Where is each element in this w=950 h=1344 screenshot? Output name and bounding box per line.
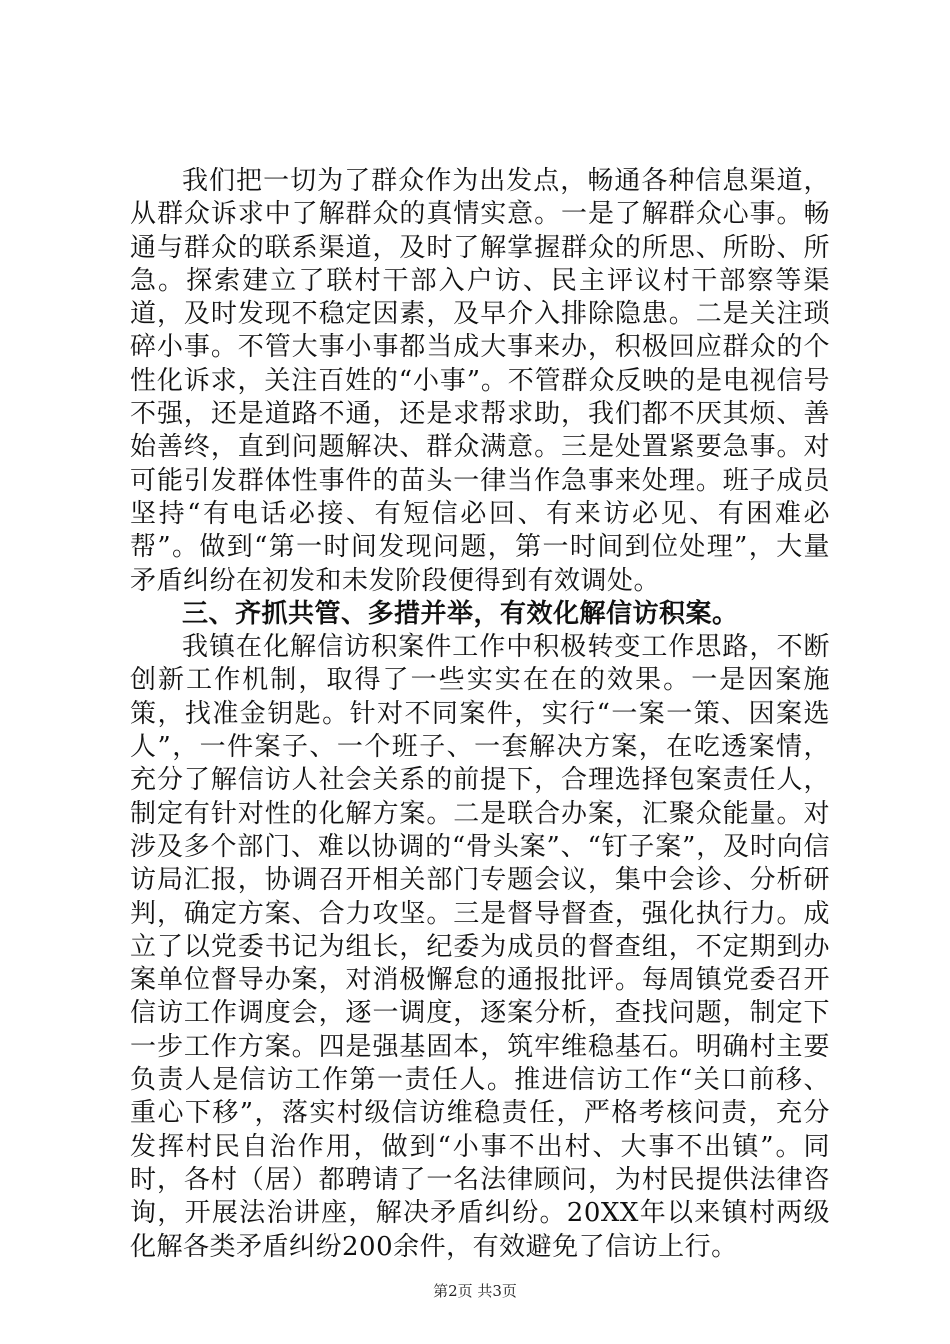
document-body — [130, 165, 830, 1264]
page-footer — [0, 1280, 950, 1301]
paragraph-2: 我镇在化解信访积案件工作中积极转变工作思路，不断创新工作机制，取得了一些实实在在的效果。一是因案施策，找准金钥匙。针对不同案件，实行“一案一策、因案选人”，一件案子、一个班子、一套解决方案，在吃透案情，充分了解信访人社会关系的前提下，合理选择包案责任人，制定有针对性的化解方案。二是联合办案，汇聚众能量。对涉及多个部门、难以协调的“骨头案”、“钉子案”，及时向信访局汇报，协调召开相关部门专题会议，集中会诊、分析研判，确定方案、合力攻坚。三是督导督查，强化执行力。成立了以党委书记为组长，纪委为成员的督查组，不定期到办案单位督导办案，对消极懈怠的通报批评。每周镇党委召开信访工作调度会，逐一调度，逐案分析，查找问题，制定下一步工作方案。四是强基固本，筑牢维稳基石。明确村主要负责人是信访工作第一责任人。推进信访工作“关口前移、重心下移”，落实村级信访维稳责任，严格考核问责，充分发挥村民自治作用，做到“小事不出村、大事不出镇”。同时，各村（居）都聘请了一名法律顾问，为村民提供法律咨询，开展法治讲座，解决矛盾纠纷。20XX年以来镇村两级化解各类矛盾纠纷200余件，有效避免了信访上行。 — [130, 632, 830, 1262]
section-heading-3: 三、齐抓共管、多措并举，有效化解信访积案。 — [182, 598, 739, 629]
page-number-label: 第2页 共3页 — [433, 1282, 517, 1300]
paragraph-1: 我们把一切为了群众作为出发点，畅通各种信息渠道，从群众诉求中了解群众的真情实意。一是了解群众心事。畅通与群众的联系渠道，及时了解掌握群众的所思、所盼、所急。探索建立了联村干部入户访、民主评议村干部察等渠道，及时发现不稳定因素，及早介入排除隐患。二是关注琐碎小事。不管大事小事都当成大事来办，积极回应群众的个性化诉求，关注百姓的“小事”。不管群众反映的是电视信号不强，还是道路不通，还是求帮求助，我们都不厌其烦、善始善终，直到问题解决、群众满意。三是处置紧要急事。对可能引发群体性事件的苗头一律当作急事来处理。班子成员坚持“有电话必接、有短信必回、有来访必见、有困难必帮”。做到“第一时间发现问题，第一时间到位处理”，大量矛盾纠纷在初发和未发阶段便得到有效调处。 — [130, 166, 830, 596]
